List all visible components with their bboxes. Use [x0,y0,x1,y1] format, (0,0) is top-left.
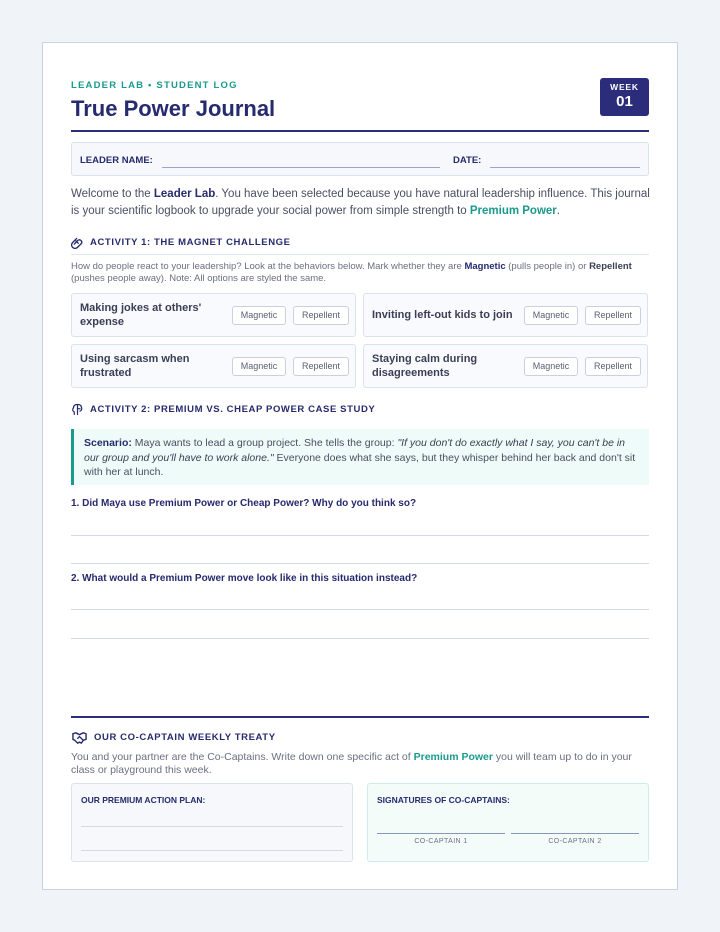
co-captain-2-label: CO-CAPTAIN 2 [548,838,602,845]
treaty-heading: OUR CO-CAPTAIN WEEKLY TREATY [71,730,276,745]
question-1: 1. Did Maya use Premium Power or Cheap Power? Why do you think so? [71,498,417,509]
magnet-icon [71,236,84,249]
activity1-heading: ACTIVITY 1: THE MAGNET CHALLENGE [71,236,291,249]
answer-line[interactable] [71,535,649,536]
repellent-option[interactable]: Repellent [293,357,349,376]
journal-sheet [42,42,678,890]
action-plan-heading: OUR PREMIUM ACTION PLAN: [81,795,206,805]
behavior-card [363,344,648,388]
answer-line[interactable] [71,609,649,610]
activity2-heading: ACTIVITY 2: PREMIUM VS. CHEAP POWER CASE STUDY [71,403,375,416]
leader-name-label: LEADER NAME: [80,155,153,166]
action-plan-line[interactable] [81,850,343,851]
brain-icon [71,403,84,416]
leader-name-field[interactable] [162,167,440,168]
repellent-option[interactable]: Repellent [585,306,641,325]
page-title: True Power Journal [71,96,276,121]
repellent-option[interactable]: Repellent [293,306,349,325]
handshake-icon [71,730,88,745]
treaty-description: You and your partner are the Co-Captains. Write down one specific act of Premium Power you will team up to do in your class or playground this week. [71,751,632,776]
co-captain-1-signature-line[interactable] [377,833,505,834]
behavior-card [71,344,356,388]
repellent-option[interactable]: Repellent [585,357,641,376]
behavior-text: Using sarcasm when frustrated [80,353,190,379]
magnetic-option[interactable]: Magnetic [524,306,578,325]
intro-paragraph: Welcome to the Leader Lab. You have been selected because you have natural leadership influence. This journal is your scientific logbook to upgrade your social power from simple strength to Premium Power. [71,188,650,217]
behavior-text: Inviting left-out kids to join [372,309,513,321]
scenario-box: Scenario: Maya wants to lead a group project. She tells the group: "If you don't do exactly what I say, you can't be in our group and you'll have to work alone." Everyone does what she says, but they whisper behind her back and don't sit with her at lunch. [71,429,649,485]
header-divider [71,130,649,132]
activity1-divider [71,254,649,255]
magnetic-option[interactable]: Magnetic [232,357,286,376]
action-plan-box [71,783,353,862]
treaty-divider [71,716,649,718]
behavior-text: Making jokes at others' expense [80,302,202,328]
behavior-card [71,293,356,337]
activity1-description: How do people react to your leadership? Look at the behaviors below. Mark whether they are Magnetic (pulls people in) or Repellent (pushes people away). Note: All options are styled the same. [71,261,632,284]
week-number: 01 [616,93,633,110]
week-badge [600,78,649,116]
date-field[interactable] [490,167,640,168]
answer-line[interactable] [71,638,649,639]
date-label: DATE: [453,155,482,166]
behavior-card [363,293,648,337]
co-captain-2-signature-line[interactable] [511,833,639,834]
kicker-label: LEADER LAB • STUDENT LOG [71,80,238,91]
signatures-box [367,783,649,862]
answer-line[interactable] [71,563,649,564]
magnetic-option[interactable]: Magnetic [524,357,578,376]
week-label: WEEK [610,82,639,92]
question-2: 2. What would a Premium Power move look like in this situation instead? [71,573,418,584]
co-captain-1-label: CO-CAPTAIN 1 [414,838,468,845]
signatures-heading: SIGNATURES OF CO-CAPTAINS: [377,795,510,805]
action-plan-line[interactable] [81,826,343,827]
magnetic-option[interactable]: Magnetic [232,306,286,325]
name-date-bar [71,142,649,176]
behavior-text: Staying calm during disagreements [372,353,478,379]
